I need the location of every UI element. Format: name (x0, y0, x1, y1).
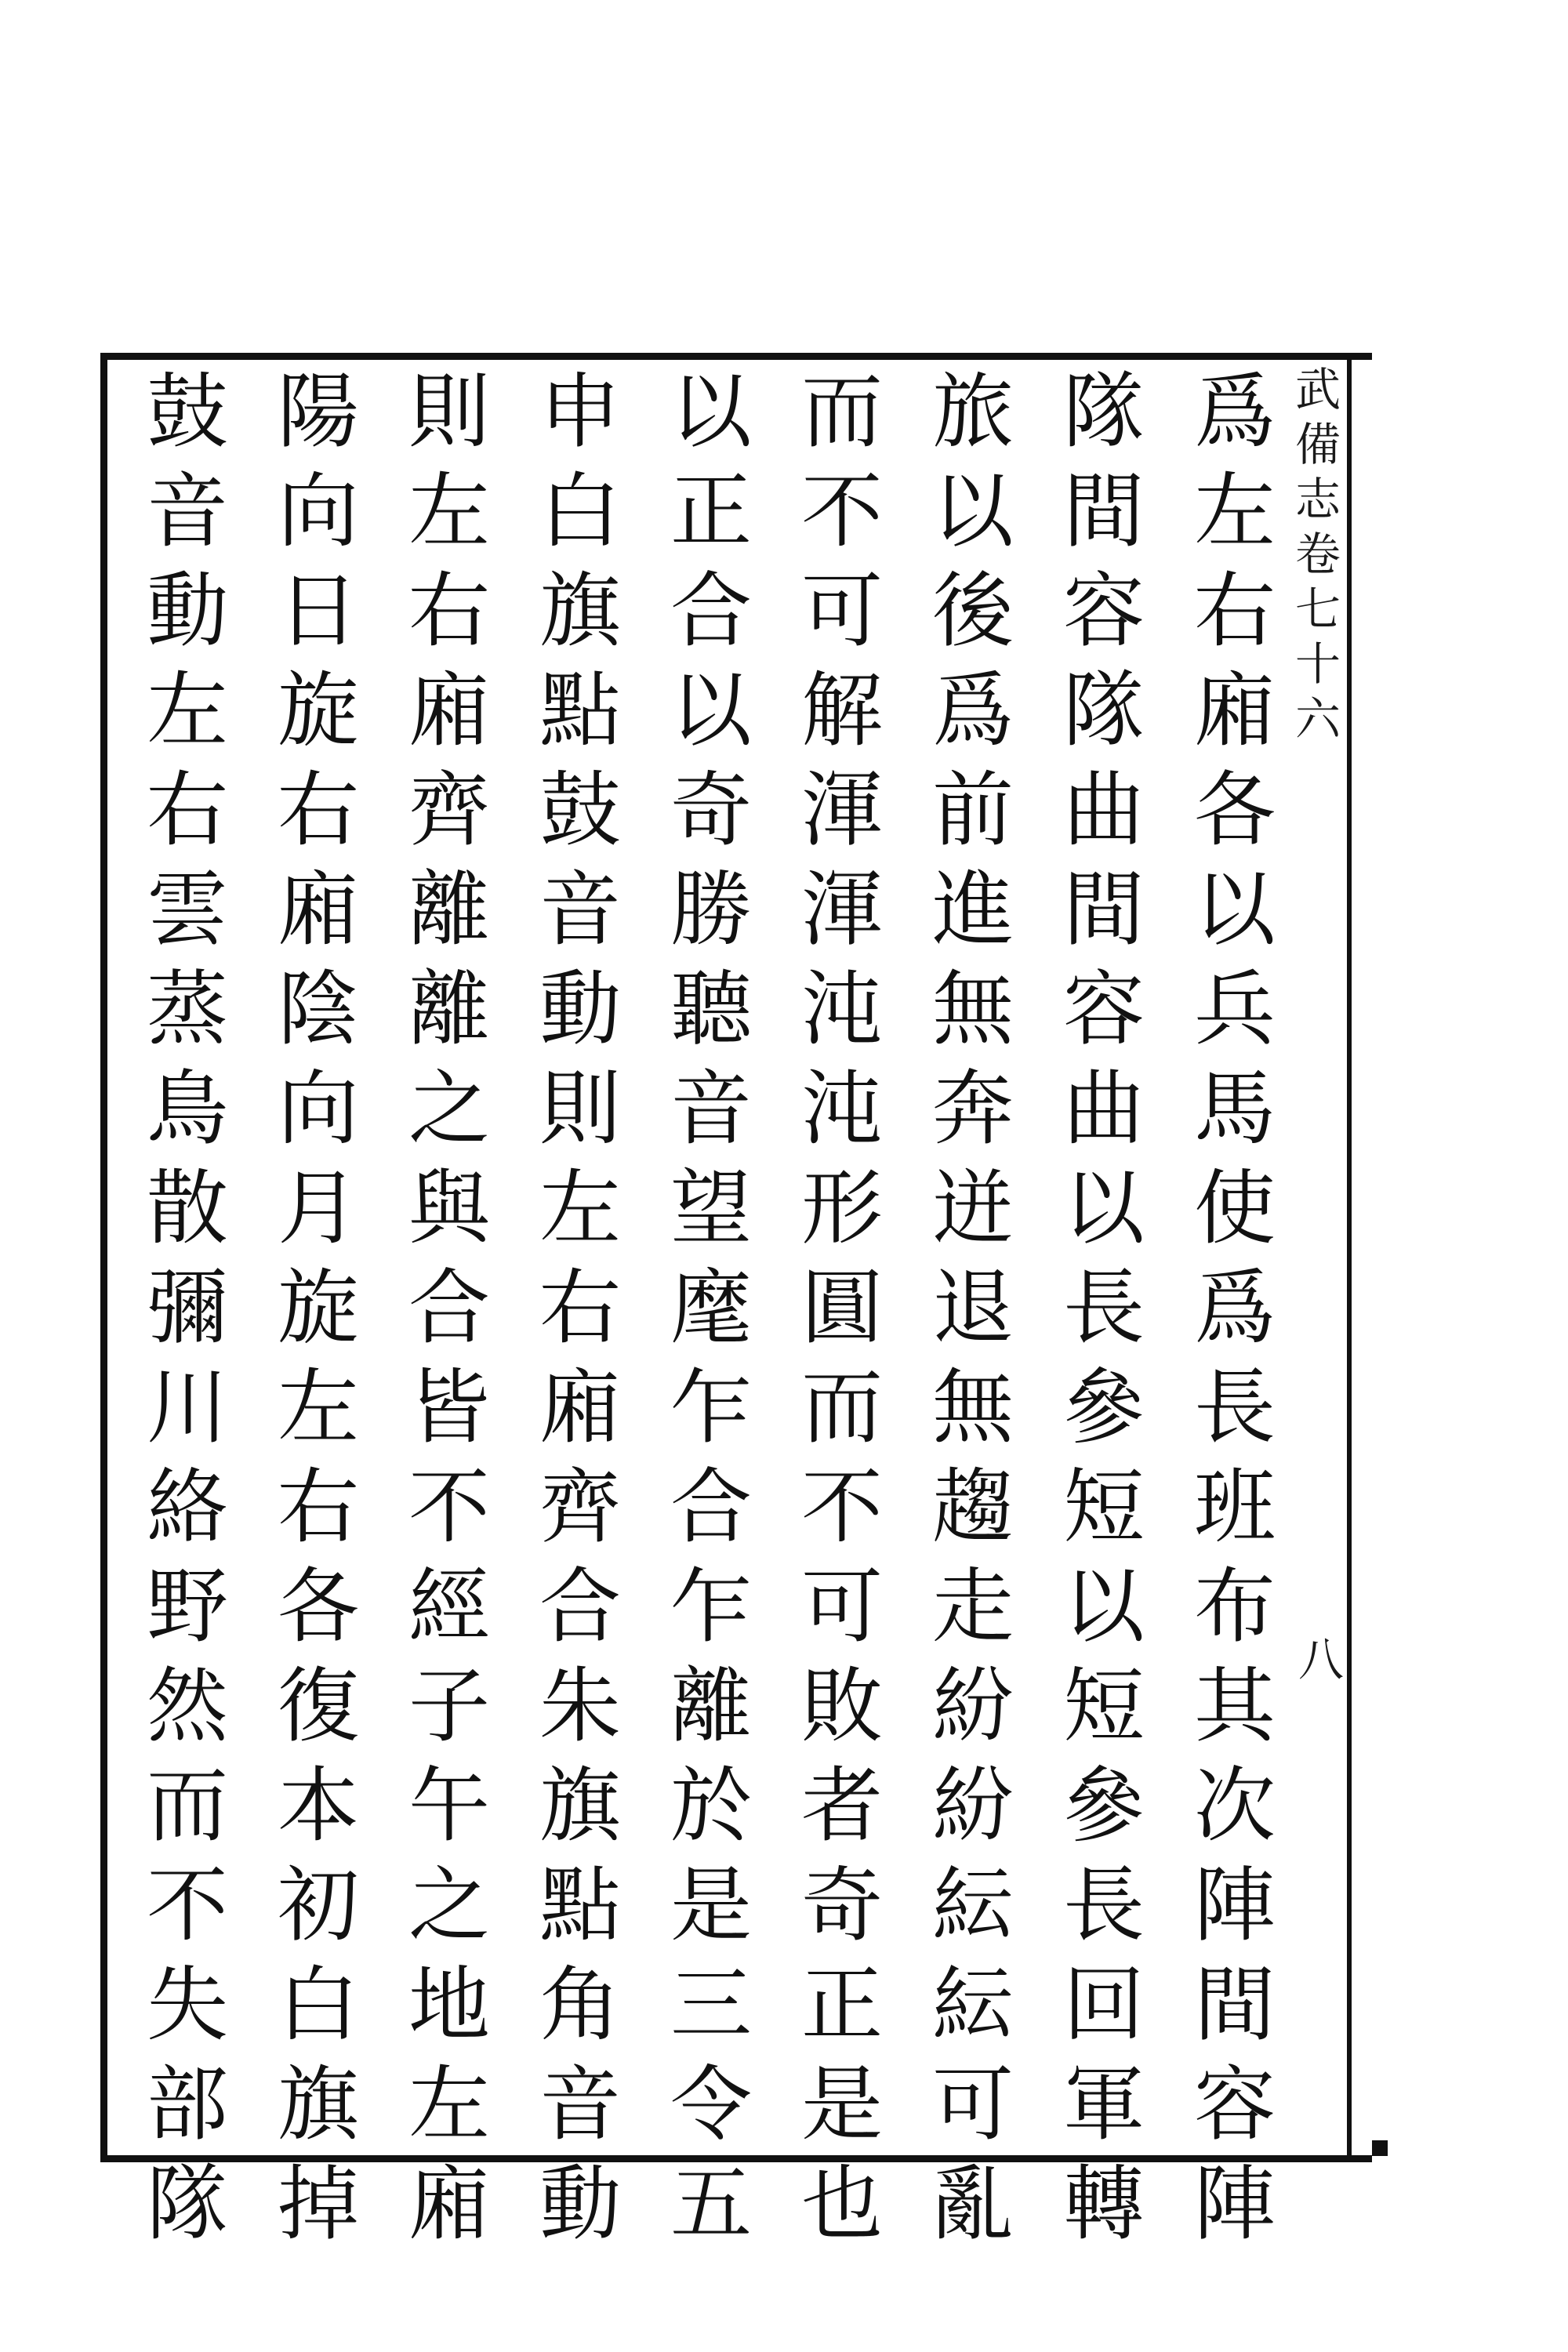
column-char: 陰 (277, 961, 359, 1057)
column-char: 旗 (539, 563, 621, 659)
column-char: 陽 (277, 364, 359, 459)
column-char: 散 (146, 1160, 228, 1256)
column-char: 奔 (931, 1061, 1014, 1156)
column-char: 申 (539, 364, 621, 459)
column-char: 聽 (670, 961, 752, 1057)
column-char: 彌 (146, 1260, 228, 1356)
column-char: 廂 (408, 662, 490, 758)
column-char: 隊 (146, 2156, 228, 2252)
column-char: 廂 (539, 1359, 621, 1455)
column-char: 朱 (539, 1658, 621, 1754)
column-char: 紜 (931, 1957, 1014, 2053)
running-header (1294, 362, 1342, 1303)
column-char: 則 (408, 364, 490, 459)
column-char: 不 (408, 1459, 490, 1555)
frame-right-rule (1347, 353, 1352, 2162)
column-char: 之 (408, 1061, 490, 1156)
column-char: 則 (539, 1061, 621, 1156)
column-char: 動 (539, 2156, 621, 2252)
header-char: 七 (1294, 583, 1341, 636)
column-char: 形 (800, 1160, 883, 1256)
column-char: 動 (539, 961, 621, 1057)
column-char: 曲 (1062, 1061, 1145, 1156)
column-char: 絡 (146, 1459, 228, 1555)
column-char: 廂 (277, 862, 359, 957)
column-char: 音 (670, 1061, 752, 1156)
column-char: 正 (670, 463, 752, 559)
column-char: 五 (670, 2156, 752, 2252)
text-column (521, 362, 639, 2252)
column-char: 以 (1062, 1160, 1145, 1256)
column-char: 午 (408, 1758, 490, 1853)
column-char: 經 (408, 1559, 490, 1654)
header-char: 備 (1294, 418, 1341, 471)
column-char: 地 (408, 1957, 490, 2053)
column-char: 紛 (931, 1658, 1014, 1754)
column-char: 左 (408, 2056, 490, 2152)
column-char: 容 (1062, 961, 1145, 1057)
column-char: 而 (146, 1758, 228, 1853)
column-char: 三 (670, 1957, 752, 2053)
column-char: 左 (539, 1160, 621, 1256)
column-char: 勝 (670, 862, 752, 957)
column-char: 右 (277, 762, 359, 858)
folio-number: 八 (1298, 1633, 1344, 1686)
column-char: 者 (800, 1758, 883, 1853)
column-char: 其 (1193, 1658, 1276, 1754)
column-char: 白 (539, 463, 621, 559)
column-char: 野 (146, 1559, 228, 1654)
column-char: 亂 (931, 2156, 1014, 2252)
column-char: 短 (1062, 1658, 1145, 1754)
column-char: 渾 (800, 762, 883, 858)
column-char: 旗 (539, 1758, 621, 1853)
column-char: 使 (1193, 1160, 1276, 1256)
column-char: 廂 (408, 2156, 490, 2252)
column-char: 左 (408, 463, 490, 559)
column-char: 容 (1062, 563, 1145, 659)
text-column (390, 362, 508, 2252)
text-column (129, 362, 246, 2252)
column-char: 音 (539, 862, 621, 957)
column-char: 蒸 (146, 961, 228, 1057)
column-char: 廂 (1193, 662, 1276, 758)
column-char: 退 (931, 1260, 1014, 1356)
column-char: 白 (277, 1957, 359, 2053)
column-char: 掉 (277, 2156, 359, 2252)
column-char: 奇 (670, 762, 752, 858)
column-char: 參 (1062, 1359, 1145, 1455)
column-char: 解 (800, 662, 883, 758)
column-char: 參 (1062, 1758, 1145, 1853)
column-char: 雲 (146, 862, 228, 957)
column-char: 間 (1193, 1957, 1276, 2053)
column-char: 隊 (1062, 662, 1145, 758)
column-char: 間 (1062, 463, 1145, 559)
header-char: 卷 (1294, 528, 1341, 581)
column-char: 旋 (277, 662, 359, 758)
text-columns (118, 362, 1294, 2252)
column-char: 以 (670, 662, 752, 758)
column-char: 前 (931, 762, 1014, 858)
column-char: 各 (277, 1559, 359, 1654)
column-char: 曲 (1062, 762, 1145, 858)
column-char: 長 (1062, 1260, 1145, 1356)
column-char: 長 (1193, 1359, 1276, 1455)
column-char: 班 (1193, 1459, 1276, 1555)
column-char: 爲 (1193, 364, 1276, 459)
column-char: 鼓 (146, 364, 228, 459)
column-char: 左 (146, 662, 228, 758)
column-char: 以 (1062, 1559, 1145, 1654)
text-column (1045, 362, 1163, 2252)
text-column (914, 362, 1032, 2252)
column-char: 次 (1193, 1758, 1276, 1853)
column-char: 馬 (1193, 1061, 1276, 1156)
column-char: 合 (408, 1260, 490, 1356)
column-char: 敗 (800, 1658, 883, 1754)
column-char: 齊 (539, 1459, 621, 1555)
column-char: 回 (1062, 1957, 1145, 2053)
column-char: 左 (1193, 463, 1276, 559)
header-char: 六 (1294, 692, 1341, 746)
column-char: 陣 (1193, 2156, 1276, 2252)
column-char: 可 (800, 1559, 883, 1654)
column-char: 點 (539, 1857, 621, 1953)
column-char: 失 (146, 1957, 228, 2053)
column-char: 皆 (408, 1359, 490, 1455)
column-char: 兵 (1193, 961, 1276, 1057)
column-char: 各 (1193, 762, 1276, 858)
column-char: 布 (1193, 1559, 1276, 1654)
column-char: 日 (277, 563, 359, 659)
column-char: 旅 (931, 364, 1014, 459)
column-char: 以 (1193, 862, 1276, 957)
column-char: 不 (800, 463, 883, 559)
column-char: 是 (670, 1857, 752, 1953)
column-char: 與 (408, 1160, 490, 1256)
column-char: 離 (670, 1658, 752, 1754)
column-char: 陣 (1193, 1857, 1276, 1953)
column-char: 之 (408, 1857, 490, 1953)
column-char: 隊 (1062, 364, 1145, 459)
column-char: 而 (800, 1359, 883, 1455)
column-char: 是 (800, 2056, 883, 2152)
column-char: 渾 (800, 862, 883, 957)
column-char: 轉 (1062, 2156, 1145, 2252)
column-char: 正 (800, 1957, 883, 2053)
column-char: 齊 (408, 762, 490, 858)
column-char: 向 (277, 463, 359, 559)
column-char: 子 (408, 1658, 490, 1754)
text-column (1176, 362, 1294, 2252)
column-char: 間 (1062, 862, 1145, 957)
column-char: 奇 (800, 1857, 883, 1953)
column-char: 鼓 (539, 762, 621, 858)
header-char: 志 (1294, 473, 1341, 526)
column-char: 向 (277, 1061, 359, 1156)
column-char: 不 (146, 1857, 228, 1953)
column-char: 進 (931, 862, 1014, 957)
column-char: 不 (800, 1459, 883, 1555)
column-char: 迸 (931, 1160, 1014, 1256)
column-char: 爲 (931, 662, 1014, 758)
column-char: 於 (670, 1758, 752, 1853)
column-char: 容 (1193, 2056, 1276, 2152)
column-char: 初 (277, 1857, 359, 1953)
header-char: 十 (1294, 637, 1341, 691)
column-char: 紜 (931, 1857, 1014, 1953)
column-char: 音 (539, 2056, 621, 2152)
column-char: 右 (1193, 563, 1276, 659)
column-char: 可 (931, 2056, 1014, 2152)
text-column (260, 362, 377, 2252)
column-char: 以 (931, 463, 1014, 559)
column-char: 鳥 (146, 1061, 228, 1156)
column-char: 無 (931, 1359, 1014, 1455)
print-mark (1372, 2140, 1388, 2156)
column-char: 軍 (1062, 2056, 1145, 2152)
column-char: 角 (539, 1957, 621, 2053)
column-char: 而 (800, 364, 883, 459)
column-char: 令 (670, 2056, 752, 2152)
column-char: 合 (539, 1559, 621, 1654)
column-char: 合 (670, 1459, 752, 1555)
column-char: 右 (539, 1260, 621, 1356)
column-char: 短 (1062, 1459, 1145, 1555)
column-char: 部 (146, 2056, 228, 2152)
column-char: 紛 (931, 1758, 1014, 1853)
column-char: 趨 (931, 1459, 1014, 1555)
column-char: 無 (931, 961, 1014, 1057)
column-char: 旗 (277, 2056, 359, 2152)
column-char: 麾 (670, 1260, 752, 1356)
column-char: 右 (408, 563, 490, 659)
column-char: 右 (277, 1459, 359, 1555)
text-column (783, 362, 901, 2252)
column-char: 乍 (670, 1559, 752, 1654)
column-char: 離 (408, 961, 490, 1057)
column-char: 合 (670, 563, 752, 659)
column-char: 音 (146, 463, 228, 559)
column-char: 動 (146, 563, 228, 659)
column-char: 可 (800, 563, 883, 659)
column-char: 復 (277, 1658, 359, 1754)
column-char: 然 (146, 1658, 228, 1754)
column-char: 離 (408, 862, 490, 957)
column-char: 後 (931, 563, 1014, 659)
column-char: 走 (931, 1559, 1014, 1654)
column-char: 月 (277, 1160, 359, 1256)
header-char: 武 (1294, 363, 1341, 416)
column-char: 望 (670, 1160, 752, 1256)
text-column (652, 362, 770, 2252)
column-char: 爲 (1193, 1260, 1276, 1356)
column-char: 川 (146, 1359, 228, 1455)
column-char: 本 (277, 1758, 359, 1853)
column-char: 沌 (800, 1061, 883, 1156)
column-char: 長 (1062, 1857, 1145, 1953)
column-char: 沌 (800, 961, 883, 1057)
column-char: 點 (539, 662, 621, 758)
column-char: 乍 (670, 1359, 752, 1455)
column-char: 圓 (800, 1260, 883, 1356)
column-char: 旋 (277, 1260, 359, 1356)
column-char: 左 (277, 1359, 359, 1455)
column-char: 右 (146, 762, 228, 858)
column-char: 也 (800, 2156, 883, 2252)
column-char: 以 (670, 364, 752, 459)
